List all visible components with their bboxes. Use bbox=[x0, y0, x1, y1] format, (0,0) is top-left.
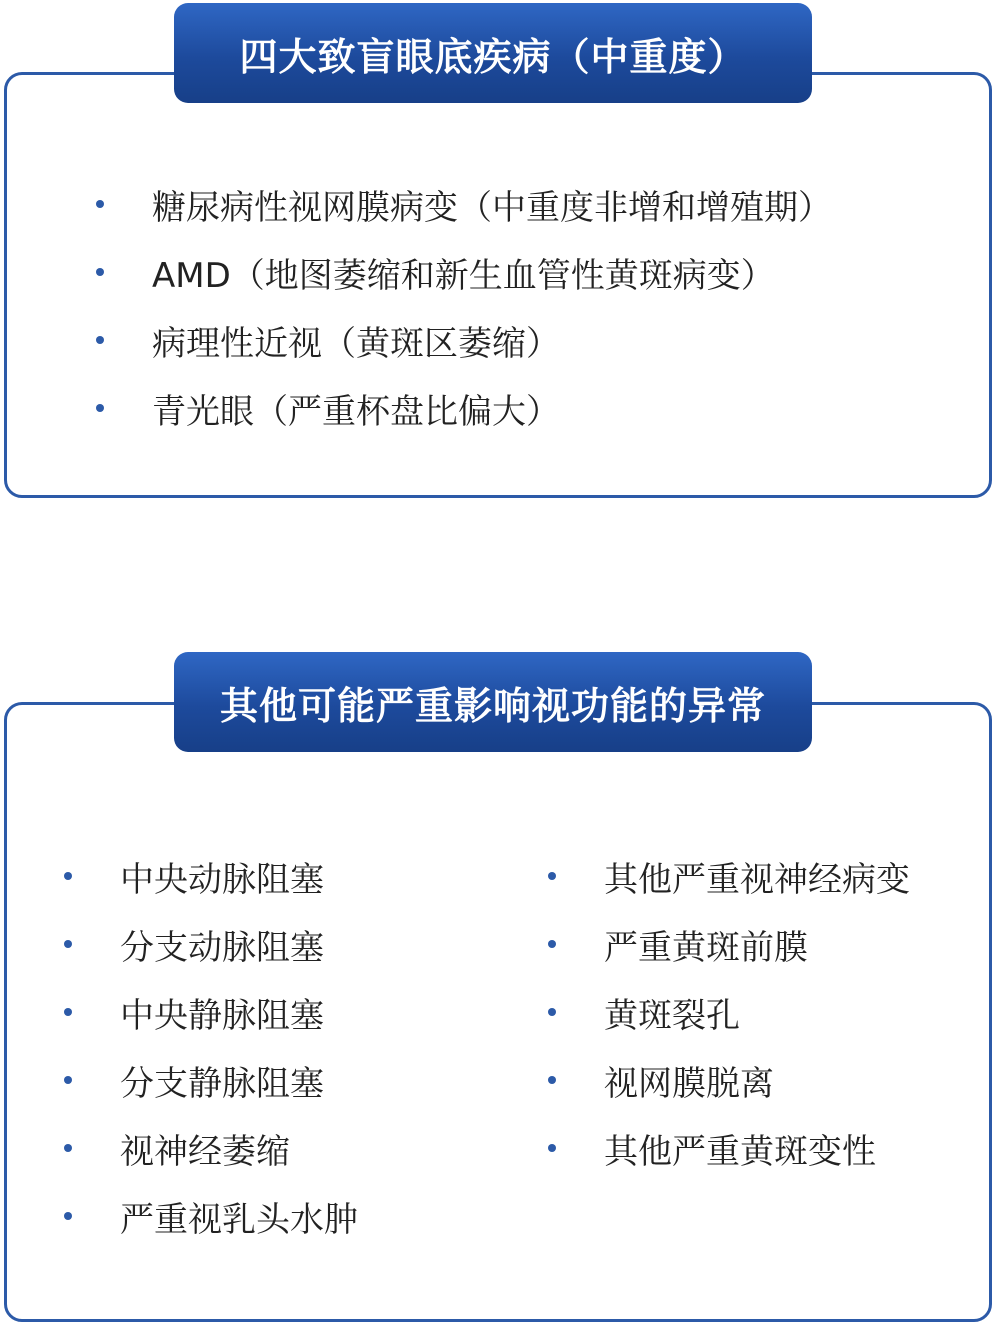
section-1-title: 四大致盲眼底疾病（中重度） bbox=[174, 3, 812, 103]
bullet-icon bbox=[548, 872, 556, 880]
bullet-icon bbox=[96, 336, 104, 344]
list-item-text: 分支动脉阻塞 bbox=[120, 927, 324, 968]
bullet-icon bbox=[64, 1212, 72, 1220]
list-item-text: 严重视乳头水肿 bbox=[120, 1199, 358, 1240]
list-item bbox=[64, 978, 358, 1046]
list-item bbox=[64, 842, 358, 910]
list-item-text: 中央静脉阻塞 bbox=[120, 995, 324, 1036]
list-item bbox=[64, 910, 358, 978]
bullet-icon bbox=[64, 1076, 72, 1084]
bullet-icon bbox=[96, 200, 104, 208]
list-item-text: 其他严重视神经病变 bbox=[604, 859, 910, 900]
list-item bbox=[548, 1114, 910, 1182]
list-item-text: 黄斑裂孔 bbox=[604, 995, 740, 1036]
bullet-icon bbox=[96, 268, 104, 276]
list-item-text: 青光眼（严重杯盘比偏大） bbox=[152, 391, 560, 432]
bullet-icon bbox=[96, 404, 104, 412]
section-2-title: 其他可能严重影响视功能的异常 bbox=[174, 652, 812, 752]
list-item-text: 病理性近视（黄斑区萎缩） bbox=[152, 323, 560, 364]
bullet-icon bbox=[548, 940, 556, 948]
bullet-icon bbox=[64, 1144, 72, 1152]
list-item-text: 分支静脉阻塞 bbox=[120, 1063, 324, 1104]
list-item-text: 视网膜脱离 bbox=[604, 1063, 774, 1104]
list-item-text: 糖尿病性视网膜病变（中重度非增和增殖期） bbox=[152, 187, 832, 228]
list-item-text: 中央动脉阻塞 bbox=[120, 859, 324, 900]
list-item bbox=[96, 306, 832, 374]
list-item bbox=[548, 842, 910, 910]
list-item bbox=[96, 170, 832, 238]
list-item bbox=[548, 1046, 910, 1114]
bullet-icon bbox=[64, 940, 72, 948]
list-item-text: 其他严重黄斑变性 bbox=[604, 1131, 876, 1172]
list-item bbox=[64, 1046, 358, 1114]
section-2-left-list bbox=[64, 842, 358, 1250]
list-item-text: AMD（地图萎缩和新生血管性黄斑病变） bbox=[152, 255, 775, 296]
list-item-text: 视神经萎缩 bbox=[120, 1131, 290, 1172]
section-1-list bbox=[96, 170, 832, 442]
bullet-icon bbox=[64, 872, 72, 880]
list-item bbox=[96, 374, 832, 442]
list-item bbox=[96, 238, 832, 306]
section-2-right-list bbox=[548, 842, 910, 1182]
list-item bbox=[548, 978, 910, 1046]
bullet-icon bbox=[548, 1008, 556, 1016]
bullet-icon bbox=[64, 1008, 72, 1016]
list-item bbox=[548, 910, 910, 978]
list-item-text: 严重黄斑前膜 bbox=[604, 927, 808, 968]
bullet-icon bbox=[548, 1076, 556, 1084]
list-item bbox=[64, 1114, 358, 1182]
list-item bbox=[64, 1182, 358, 1250]
bullet-icon bbox=[548, 1144, 556, 1152]
